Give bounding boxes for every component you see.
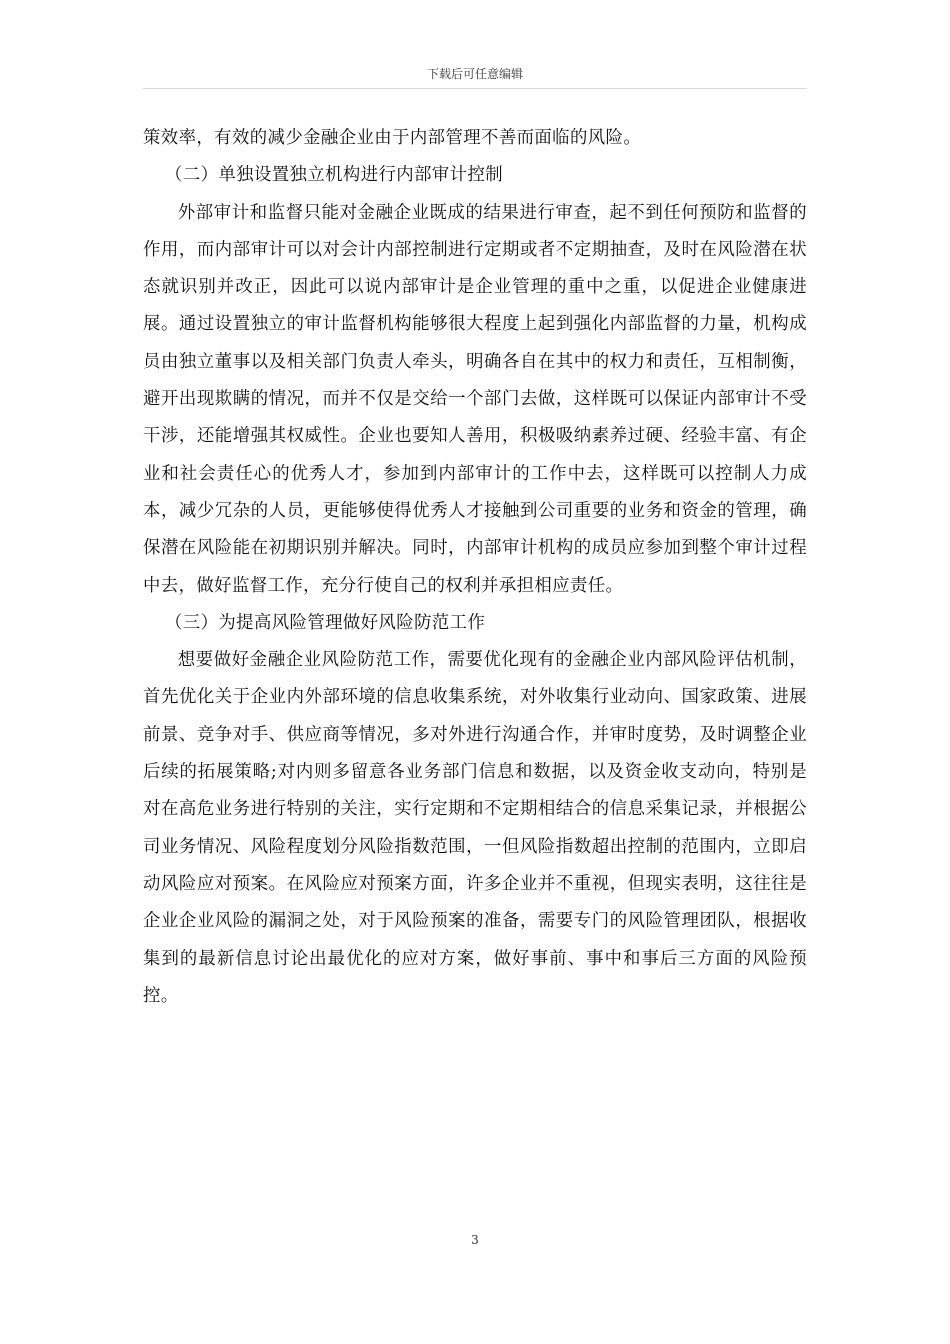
page-header: 下载后可任意编辑 bbox=[426, 67, 523, 81]
page-number: 3 bbox=[471, 1233, 479, 1247]
paragraph-internal-audit: 外部审计和监督只能对金融企业既成的结果进行审查，起不到任何预防和监督的作用，而内部审计可以对会计内部控制进行定期或者不定期抽查，及时在风险潜在状态就识别并改正，因此可以说内部审计是企业管理的重中之重，以促进企业健康进展。通过设置独立的审计监督机构能够很大程度上起到强化内部监督的力量，机构成员由独立董事以及相关部门负责人牵头，明确各自在其中的权力和责任，互相制衡，避开出现欺瞒的情况，而并不仅是交给一个部门去做，这样既可以保证内部审计不受干涉，还能增强其权威性。企业也要知人善用，积极吸纳素养过硬、经验丰富、有企业和社会责任心的优秀人才，参加到内部审计的工作中去，这样既可以控制人力成本，减少冗杂的人员，更能够使得优秀人才接触到公司重要的业务和资金的管理，确保潜在风险能在初期识别并解决。同时，内部审计机构的成员应参加到整个审计过程中去，做好监督工作，充分行使自己的权利并承担相应责任。 bbox=[143, 202, 807, 596]
paragraph-continuation: 策效率，有效的减少金融企业由于内部管理不善而面临的风险。 bbox=[143, 128, 642, 148]
section-heading-2: （二）单独设置独立机构进行内部审计控制 bbox=[165, 165, 504, 186]
section-heading-3: （三）为提高风险管理做好风险防范工作 bbox=[165, 612, 486, 633]
header-divider bbox=[143, 88, 807, 89]
document-body bbox=[143, 120, 807, 1015]
paragraph-risk-prevention: 想要做好金融企业风险防范工作，需要优化现有的金融企业内部风险评估机制，首先优化关于企业内外部环境的信息收集系统，对外收集行业动向、国家政策、进展前景、竞争对手、供应商等情况，多对外进行沟通合作，并审时度势，及时调整企业后续的拓展策略;对内则多留意各业务部门信息和数据，以及资金收支动向，特别是对在高危业务进行特别的关注，实行定期和不定期相结合的信息采集记录，并根据公司业务情况、风险程度划分风险指数范围，一但风险指数超出控制的范围内，立即启动风险应对预案。在风险应对预案方面，许多企业并不重视，但现实表明，这往往是企业企业风险的漏洞之处，对于风险预案的准备，需要专门的风险管理团队，根据收集到的最新信息讨论出最优化的应对方案，做好事前、事中和事后三方面的风险预控。 bbox=[143, 650, 807, 1006]
